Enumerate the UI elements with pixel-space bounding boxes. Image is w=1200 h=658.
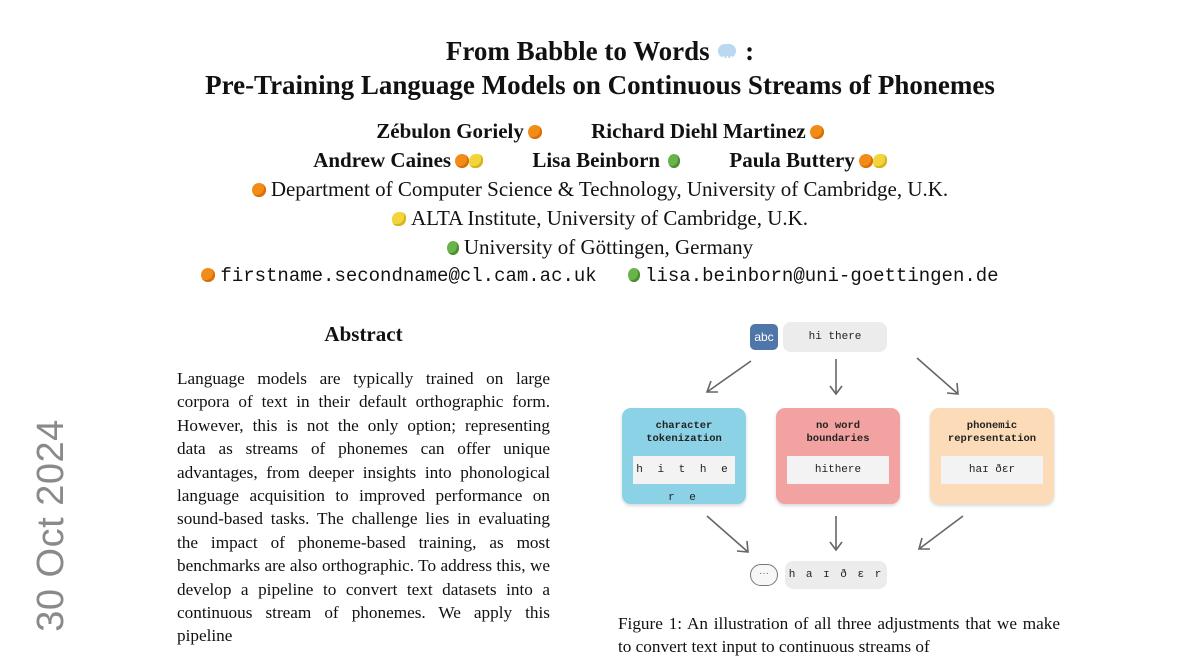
card-title: phonemic representation: [947, 420, 1037, 445]
apple-icon: [447, 241, 459, 255]
card-no-word-boundaries: [776, 408, 900, 504]
figure-1: [615, 316, 1065, 596]
card-title: no word boundaries: [806, 420, 870, 445]
card-title: character tokenization: [646, 420, 722, 445]
abc-text-icon: abc: [750, 324, 778, 350]
card-example: hithere: [787, 456, 889, 484]
lemon-icon: [873, 154, 887, 168]
author-caines: Andrew Caines: [313, 148, 483, 172]
author-buttery: Paula Buttery: [729, 148, 886, 172]
card-example: h i t h e r e: [633, 456, 735, 484]
figure-output-text: h a ɪ ð ɛ r: [785, 561, 887, 589]
orange-icon: [810, 125, 824, 139]
figure-input-text: hi there: [783, 322, 887, 352]
author-goriely: Zébulon Goriely: [376, 119, 542, 143]
author-block: [0, 117, 1200, 291]
apple-icon: [668, 154, 680, 168]
author-row-2: [0, 146, 1200, 175]
arxiv-date-text: 30 Oct 2024: [29, 418, 72, 632]
email-cambridge[interactable]: firstname.secondname@cl.cam.ac.uk: [201, 265, 596, 287]
card-example: haɪ ðɛr: [941, 456, 1043, 484]
affiliation-cambridge-cst: Department of Computer Science & Technology, University of Cambridge, U.K.: [0, 175, 1200, 204]
title-line-2: Pre-Training Language Models on Continuous Streams of Phonemes: [205, 70, 995, 100]
orange-icon: [201, 268, 215, 282]
affiliation-goettingen: University of Göttingen, Germany: [0, 233, 1200, 262]
author-row-1: [0, 117, 1200, 146]
abstract-heading: Abstract: [324, 322, 403, 346]
speech-bubble-icon: ···: [750, 564, 778, 586]
title-colon: :: [745, 36, 755, 66]
title-line-1: [0, 34, 1200, 68]
author-beinborn: Lisa Beinborn: [532, 148, 680, 172]
orange-icon: [455, 154, 469, 168]
card-phonemic-representation: [930, 408, 1054, 504]
speech-bubble-icon: [718, 44, 736, 58]
card-character-tokenization: [622, 408, 746, 504]
figure-1-caption: Figure 1: An illustration of all three adjustments that we make to convert text input to continuous streams of: [618, 614, 1060, 656]
orange-icon: [528, 125, 542, 139]
paper-title: [0, 34, 1200, 102]
email-row: [0, 262, 1200, 291]
affiliation-alta: ALTA Institute, University of Cambridge, U.K.: [0, 204, 1200, 233]
email-goettingen[interactable]: lisa.beinborn@uni-goettingen.de: [628, 265, 998, 287]
orange-icon: [859, 154, 873, 168]
abstract-text: Language models are typically trained on large corpora of text in their default orthographic form. However, this is not the only option; representing data as streams of phonemes can offer unique advantages, from deeper insights into phonological language acquisition to improved performance on sound-based tasks. The challenge lies in evaluating the impact of phoneme-based training, as most benchmarks are also orthographic. To address this, we develop a pipeline to convert text datasets into a continuous stream of phonemes. We apply this pipeline: [177, 369, 550, 646]
lemon-icon: [392, 212, 406, 226]
orange-icon: [252, 183, 266, 197]
author-diehl-martinez: Richard Diehl Martinez: [591, 119, 824, 143]
apple-icon: [628, 268, 640, 282]
arxiv-date-stamp: [16, 420, 86, 630]
lemon-icon: [469, 154, 483, 168]
title-main-text: From Babble to Words: [445, 36, 710, 66]
